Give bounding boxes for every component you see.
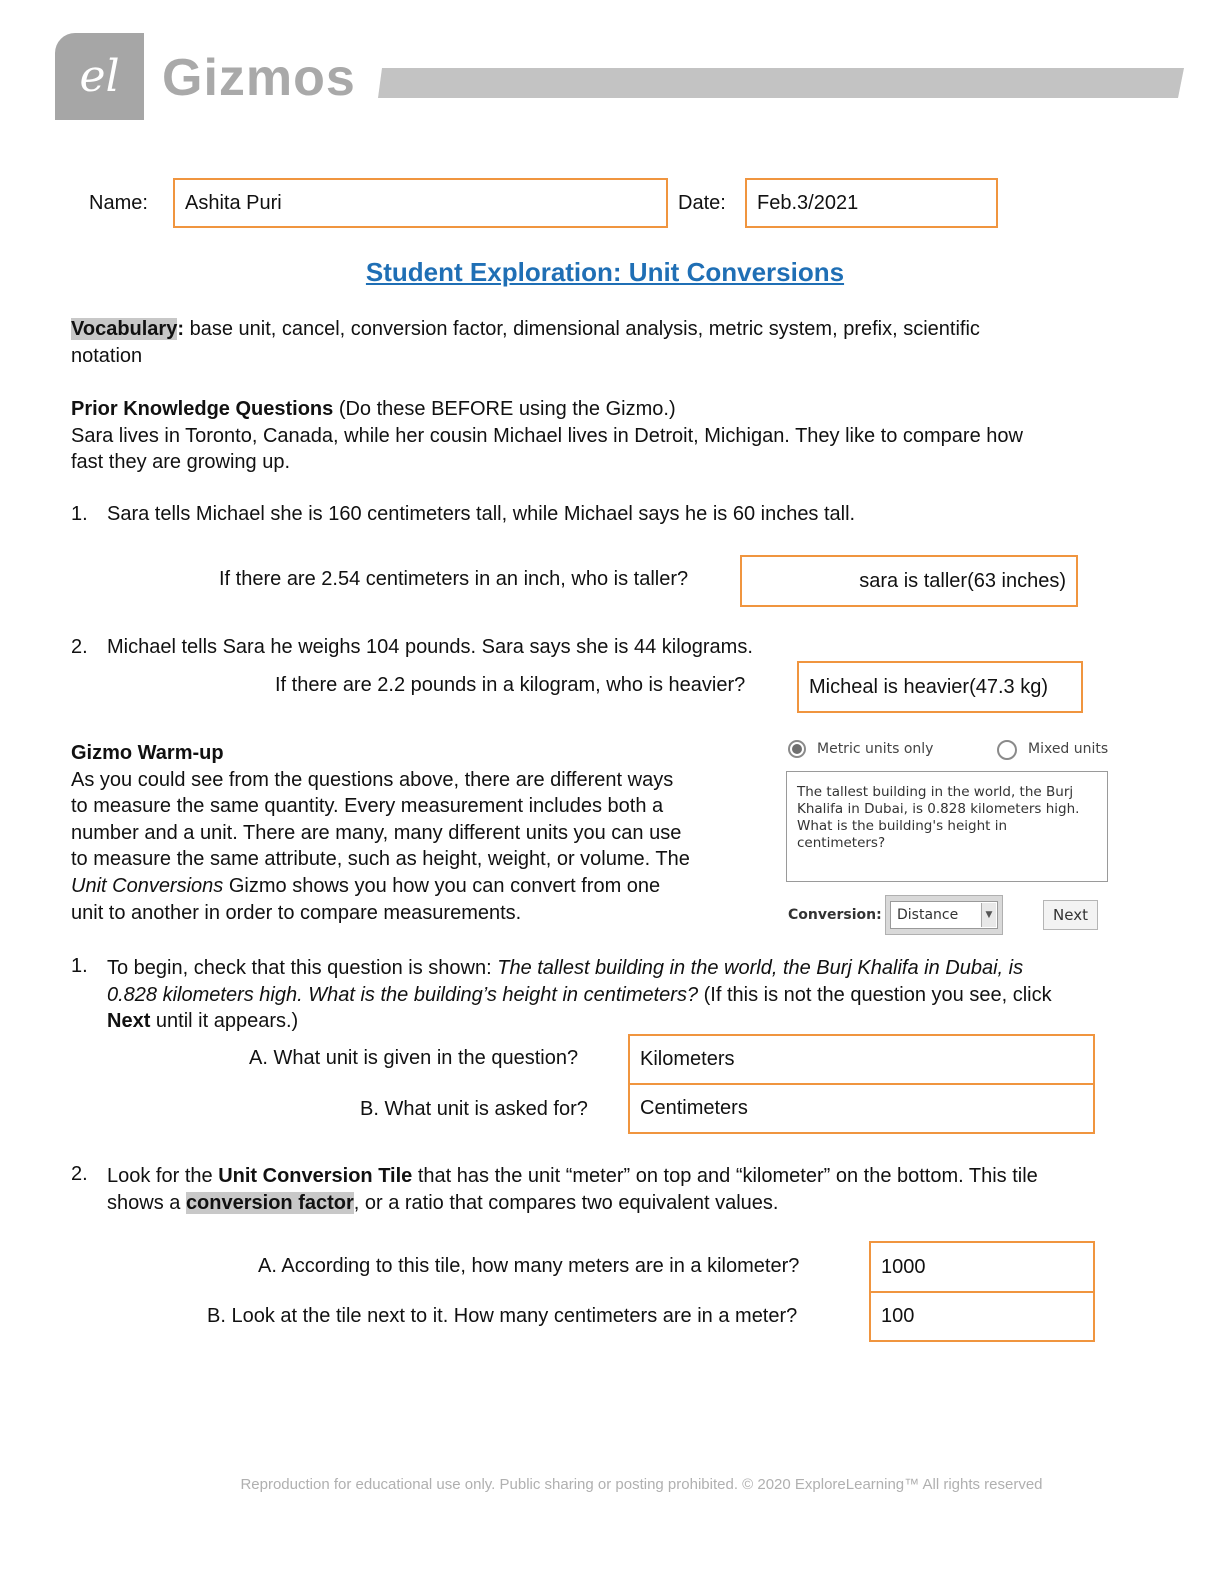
wq1-b-answer-field[interactable]	[628, 1083, 1095, 1134]
warmup-line-6: unit to another in order to compare measurements.	[71, 901, 522, 924]
wq1-text	[107, 955, 1167, 1035]
name-field[interactable]	[173, 178, 668, 228]
chevron-down-icon: ▼	[981, 903, 996, 927]
warmup-gizmo-name: Unit Conversions	[71, 874, 224, 897]
header-bar	[378, 68, 1184, 98]
wq1-b-answer: Centimeters	[640, 1097, 748, 1119]
wq1-a-answer: Kilometers	[640, 1048, 735, 1070]
radio-selected-dot	[792, 744, 802, 754]
conversion-select-field	[890, 901, 998, 929]
wq1-text-b: The tallest building in the world, the Burj Khalifa in Dubai, is	[497, 957, 1024, 979]
date-value: Feb.3/2021	[757, 191, 859, 214]
prior-q1-text: Sara tells Michael she is 160 centimeters tall, while Michael says he is 60 inches tall.	[107, 503, 856, 525]
wq1-a-answer-field[interactable]	[628, 1034, 1095, 1085]
wq2-a-answer: 1000	[881, 1255, 926, 1278]
warmup-heading: Gizmo Warm-up	[71, 742, 224, 764]
wq2-text-a: Look for the	[107, 1165, 219, 1187]
wq2-text-c: shows a	[107, 1191, 186, 1214]
gizmo-question-line-2: Khalifa in Dubai, is 0.828 kilometers high.	[797, 801, 1080, 817]
vocabulary-terms-cont: notation	[71, 344, 143, 367]
wq1-text-a: To begin, check that this question is shown:	[107, 957, 498, 979]
warmup-section	[71, 740, 690, 926]
wq1-text-e: until it appears.)	[150, 1010, 299, 1033]
page-title: Student Exploration: Unit Conversions	[365, 257, 845, 287]
gizmo-question-box	[786, 771, 1108, 882]
prior-q2-text: Michael tells Sara he weighs 104 pounds. Sara says she is 44 kilograms.	[107, 636, 753, 658]
wq1-a-prompt: A. What unit is given in the question?	[249, 1047, 579, 1069]
radio-metric-label: Metric units only	[817, 741, 934, 757]
wq2-b-answer-field[interactable]	[869, 1291, 1095, 1342]
brand-name: Gizmos	[162, 49, 356, 107]
prior-knowledge-section	[71, 396, 1023, 476]
wq1-text-d: (If this is not the question you see, click	[698, 983, 1052, 1006]
vocabulary-colon: :	[177, 318, 185, 340]
wq2-highlight: conversion factor	[185, 1191, 354, 1214]
radio-metric[interactable]	[788, 740, 806, 758]
gizmo-question-line-1: The tallest building in the world, the Burj	[797, 784, 1074, 800]
wq2-b-answer: 100	[881, 1305, 915, 1327]
name-value: Ashita Puri	[185, 191, 282, 214]
prior-q2-answer: Micheal is heavier(47.3 kg)	[809, 675, 1048, 698]
next-button[interactable]: Next	[1043, 900, 1098, 930]
wq2-text-d: , or a ratio that compares two equivalent values.	[353, 1191, 779, 1214]
warmup-line-1: As you could see from the questions above, there are different ways	[71, 768, 674, 791]
warmup-line-3: number and a unit. There are many, many different units you can use	[71, 821, 682, 844]
footer-notice: Reproduction for educational use only. Public sharing or posting prohibited. © 2020 ExploreLearning™ All rights reserved	[240, 1476, 1043, 1493]
gizmos-logo	[55, 33, 144, 120]
warmup-line-2: to measure the same quantity. Every measurement includes both a	[71, 795, 664, 818]
date-field[interactable]	[745, 178, 998, 228]
prior-q1-answer-field[interactable]	[740, 555, 1078, 607]
prior-q1-prompt: If there are 2.54 centimeters in an inch, who is taller?	[219, 568, 689, 590]
prior-q2-prompt: If there are 2.2 pounds in a kilogram, who is heavier?	[275, 674, 746, 696]
wq1-number: 1.	[71, 955, 88, 977]
conversion-select[interactable]	[885, 895, 1003, 935]
date-label: Date:	[678, 192, 726, 214]
wq2-a-answer-field[interactable]	[869, 1241, 1095, 1293]
wq2-text-bold: Unit Conversion Tile	[218, 1165, 413, 1187]
prior-heading: Prior Knowledge Questions	[71, 398, 334, 420]
conversion-value: Distance	[897, 907, 959, 923]
wq2-text	[107, 1163, 1167, 1216]
prior-q1-answer: sara is taller(63 inches)	[859, 569, 1066, 592]
radio-mixed[interactable]	[997, 740, 1017, 760]
prior-intro-line1: Sara lives in Toronto, Canada, while her cousin Michael lives in Detroit, Michigan. They like to compare how	[71, 424, 1023, 447]
vocabulary-terms: base unit, cancel, conversion factor, dimensional analysis, metric system, prefix, scientific	[184, 318, 980, 340]
logo-glyph: el	[79, 51, 120, 102]
name-label: Name:	[89, 192, 148, 214]
conversion-label: Conversion:	[788, 907, 882, 923]
prior-heading-note: (Do these BEFORE using the Gizmo.)	[333, 398, 676, 420]
wq2-a-prompt: A. According to this tile, how many meters are in a kilometer?	[258, 1255, 800, 1277]
wq2-number: 2.	[71, 1163, 88, 1185]
wq1-text-c: 0.828 kilometers high. What is the building’s height in centimeters?	[107, 983, 699, 1006]
wq1-text-next: Next	[107, 1010, 151, 1033]
wq2-b-prompt: B. Look at the tile next to it. How many centimeters are in a meter?	[207, 1305, 798, 1327]
prior-q1-number: 1.	[71, 503, 88, 525]
prior-q2-answer-field[interactable]	[797, 661, 1083, 713]
wq1-b-prompt: B. What unit is asked for?	[360, 1098, 588, 1120]
wq2-text-b: that has the unit “meter” on top and “kilometer” on the bottom. This tile	[412, 1165, 1038, 1187]
vocabulary-label: Vocabulary	[71, 318, 178, 340]
warmup-line-5: Gizmo shows you how you can convert from one	[223, 874, 661, 897]
prior-q2-number: 2.	[71, 636, 88, 658]
gizmo-question-line-3: What is the building's height in centimeters?	[797, 818, 1008, 851]
radio-mixed-label: Mixed units	[1028, 741, 1109, 757]
warmup-line-4: to measure the same attribute, such as height, weight, or volume. The	[71, 848, 690, 871]
vocabulary-paragraph	[71, 316, 980, 369]
prior-intro-line2: fast they are growing up.	[71, 451, 291, 474]
